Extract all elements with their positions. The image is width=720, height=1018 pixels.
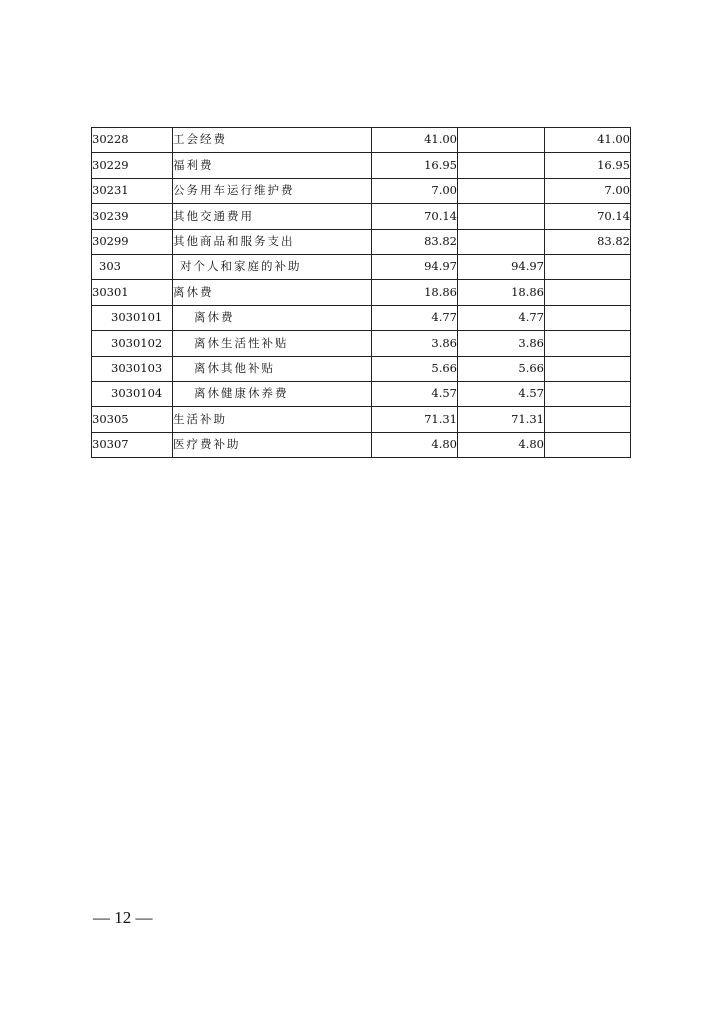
table-row [92,128,631,153]
table-row [92,432,631,457]
expense-item-name-cell: 离休费 [173,305,372,330]
expense-item-name-cell: 公务用车运行维护费 [173,178,372,203]
project-expenditure-cell: 16.95 [545,153,631,178]
basic-expenditure-cell [458,128,545,153]
expense-item-name-cell: 离休其他补贴 [173,356,372,381]
expense-item-name-cell: 医疗费补助 [173,432,372,457]
economic-code-cell: 30229 [92,153,173,178]
table-row [92,229,631,254]
project-expenditure-cell: 7.00 [545,178,631,203]
expense-item-name-cell: 对个人和家庭的补助 [173,254,372,279]
economic-code-cell: 3030102 [92,331,173,356]
total-amount-cell: 16.95 [372,153,458,178]
total-amount-cell: 4.80 [372,432,458,457]
table-body [92,128,631,458]
expense-item-name-cell: 其他商品和服务支出 [173,229,372,254]
basic-expenditure-cell [458,178,545,203]
project-expenditure-cell [545,305,631,330]
expense-item-name-cell: 离休健康休养费 [173,381,372,406]
page-number: — 12 — [93,908,153,927]
project-expenditure-cell [545,331,631,356]
total-amount-cell: 70.14 [372,204,458,229]
basic-expenditure-cell: 4.77 [458,305,545,330]
economic-code-cell: 30305 [92,407,173,432]
total-amount-cell: 83.82 [372,229,458,254]
basic-expenditure-cell: 71.31 [458,407,545,432]
table-row [92,254,631,279]
table-row [92,407,631,432]
basic-expenditure-cell [458,153,545,178]
total-amount-cell: 71.31 [372,407,458,432]
basic-expenditure-cell [458,229,545,254]
economic-code-cell: 3030103 [92,356,173,381]
table-row [92,331,631,356]
total-amount-cell: 41.00 [372,128,458,153]
economic-code-cell: 30239 [92,204,173,229]
table-row [92,153,631,178]
expense-item-name-cell: 福利费 [173,153,372,178]
table-row [92,204,631,229]
project-expenditure-cell [545,356,631,381]
economic-code-cell: 3030101 [92,305,173,330]
project-expenditure-cell [545,432,631,457]
expense-item-name-cell: 离休费 [173,280,372,305]
basic-expenditure-cell: 4.80 [458,432,545,457]
table-row [92,305,631,330]
budget-expenditure-table [91,127,631,458]
table-row [92,178,631,203]
economic-code-cell: 303 [92,254,173,279]
total-amount-cell: 18.86 [372,280,458,305]
economic-code-cell: 30301 [92,280,173,305]
project-expenditure-cell [545,407,631,432]
basic-expenditure-cell: 94.97 [458,254,545,279]
total-amount-cell: 4.57 [372,381,458,406]
project-expenditure-cell: 70.14 [545,204,631,229]
basic-expenditure-cell: 18.86 [458,280,545,305]
total-amount-cell: 4.77 [372,305,458,330]
project-expenditure-cell: 41.00 [545,128,631,153]
expense-item-name-cell: 其他交通费用 [173,204,372,229]
expense-item-name-cell: 工会经费 [173,128,372,153]
project-expenditure-cell [545,381,631,406]
project-expenditure-cell [545,254,631,279]
economic-code-cell: 3030104 [92,381,173,406]
economic-code-cell: 30299 [92,229,173,254]
total-amount-cell: 3.86 [372,331,458,356]
total-amount-cell: 94.97 [372,254,458,279]
total-amount-cell: 5.66 [372,356,458,381]
economic-code-cell: 30228 [92,128,173,153]
basic-expenditure-cell: 4.57 [458,381,545,406]
table-row [92,356,631,381]
basic-expenditure-cell: 3.86 [458,331,545,356]
economic-code-cell: 30307 [92,432,173,457]
table-row [92,381,631,406]
expense-item-name-cell: 生活补助 [173,407,372,432]
table-row [92,280,631,305]
expense-item-name-cell: 离休生活性补贴 [173,331,372,356]
basic-expenditure-cell [458,204,545,229]
total-amount-cell: 7.00 [372,178,458,203]
basic-expenditure-cell: 5.66 [458,356,545,381]
project-expenditure-cell: 83.82 [545,229,631,254]
economic-code-cell: 30231 [92,178,173,203]
project-expenditure-cell [545,280,631,305]
